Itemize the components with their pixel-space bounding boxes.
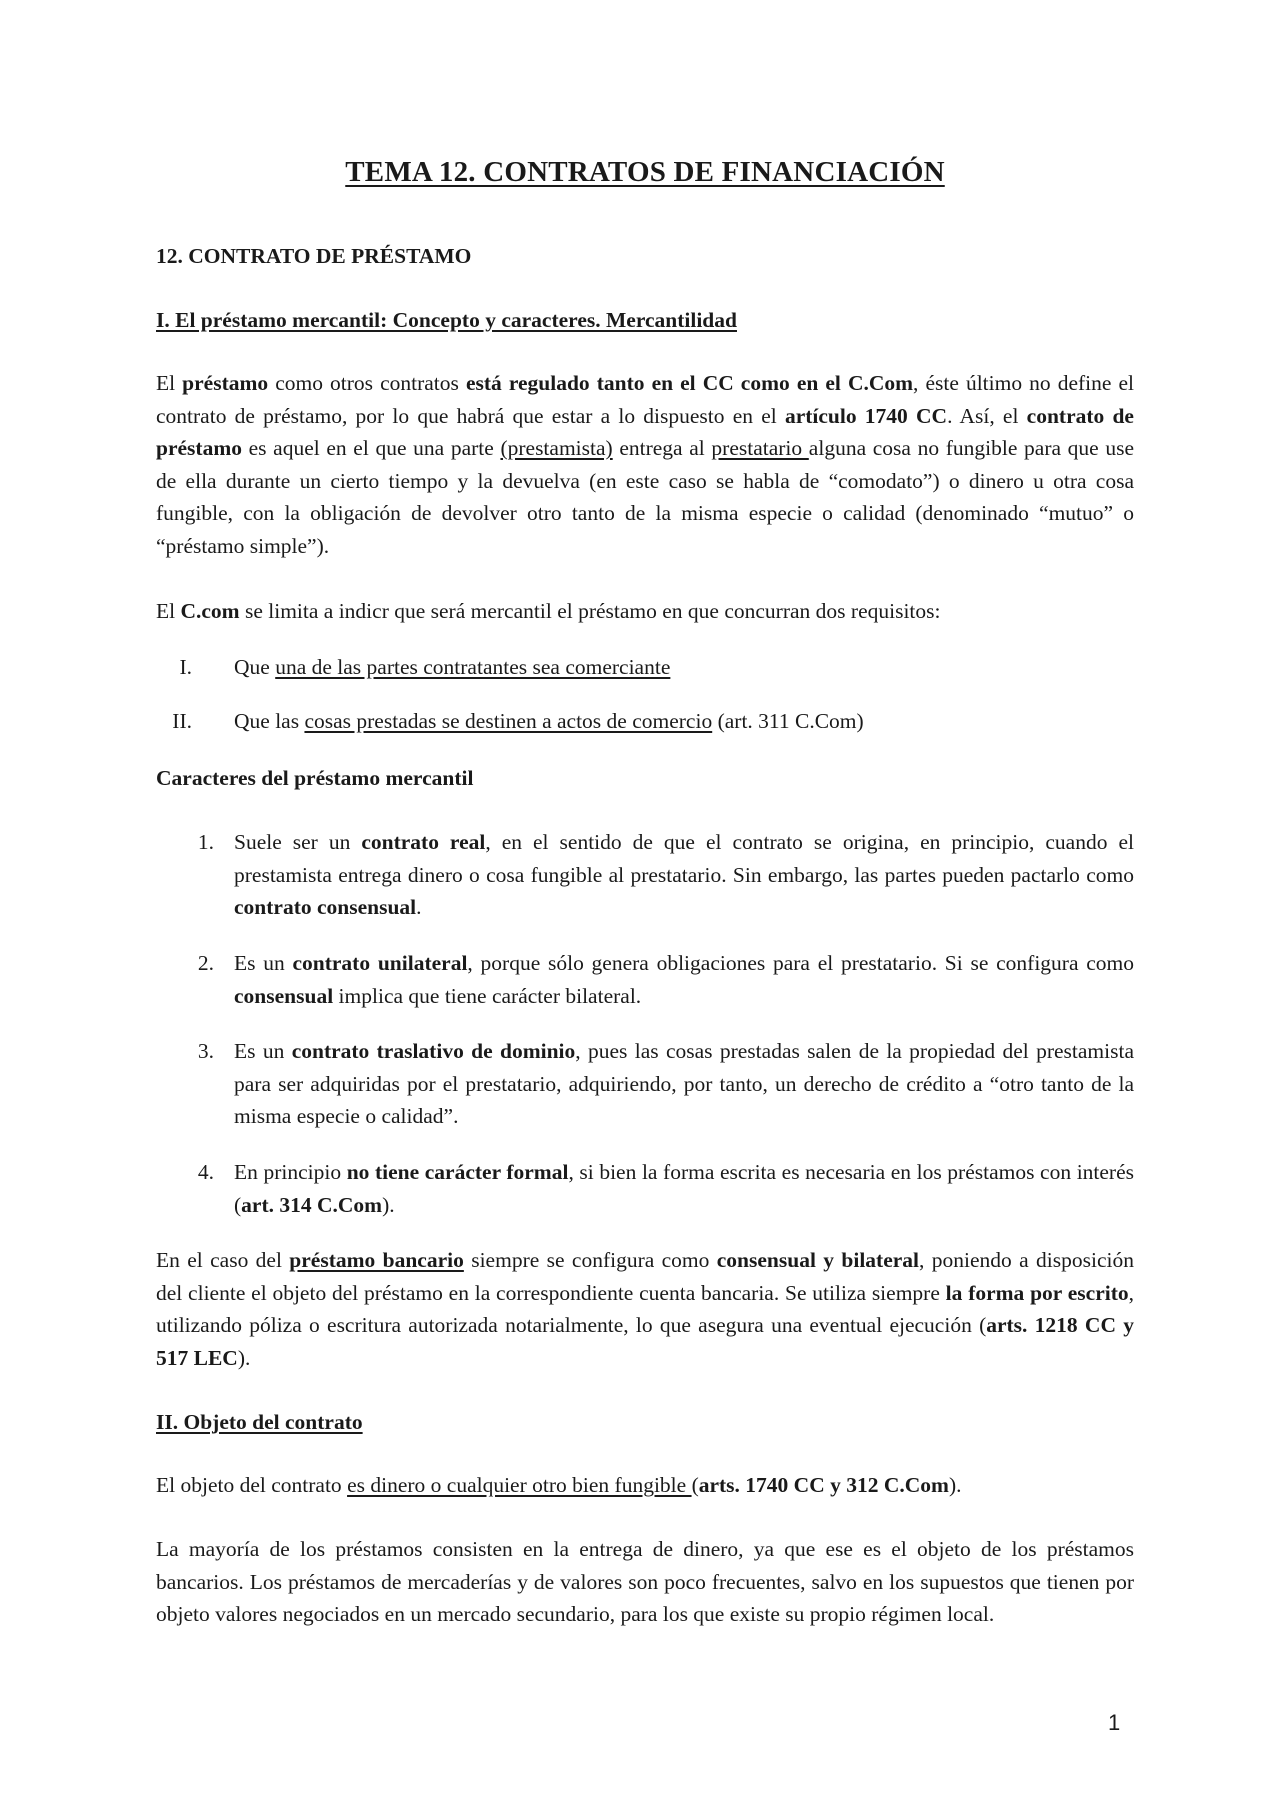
paragraph-objeto: El objeto del contrato es dinero o cualquier otro bien fungible (arts. 1740 CC y 312 C.Com). [156,1473,962,1497]
paragraph-mayoria-prestamos: La mayoría de los préstamos consisten en la entrega de dinero, ya que ese es el objeto de los préstamos bancarios. Los préstamos de mercaderías y de valores son poco frecuentes, salvo en los supuestos que tienen por objeto valores negociados en un mercado secundario, para los que existe su propio régimen local. [156,1537,1134,1626]
page-number: 1 [1108,1710,1121,1735]
document-title: TEMA 12. CONTRATOS DE FINANCIACIÓN [345,156,945,188]
paragraph-prestamo-bancario: En el caso del préstamo bancario siempre se configura como consensual y bilateral, poniendo a disposición del cliente el objeto del préstamo en la correspondiente cuenta bancaria. Se utiliza siempre la forma por escrito, utilizando póliza o escritura autorizada notarialmente, lo que asegura una eventual ejecución (arts. 1218 CC y 517 LEC). [156,1248,1134,1370]
subheading-objeto: II. Objeto del contrato [156,1410,363,1434]
list-item: II. Que las cosas prestadas se destinen a actos de comercio (art. 311 C.Com) [172,709,864,733]
paragraph-requisitos-intro: El C.com se limita a indicr que será mercantil el préstamo en que concurran dos requisitos: [156,599,941,623]
paragraph-definicion: El préstamo como otros contratos está regulado tanto en el CC como en el C.Com, éste último no define el contrato de préstamo, por lo que habrá que estar a lo dispuesto en el artículo 1740 CC. Así, el contrato de préstamo es aquel en el que una parte (prestamista) entrega al prestatario alguna cosa no fungible para que use de ella durante un cierto tiempo y la devuelva (en este caso se habla de “comodato”) o dinero u otra cosa fungible, con la obligación de devolver otro tanto de la misma especie o calidad (denominado “mutuo” o “préstamo simple”). [156,371,1135,558]
list-item: I. Que una de las partes contratantes sea comerciante [179,655,671,679]
section-heading: 12. CONTRATO DE PRÉSTAMO [156,244,472,268]
document-page: TEMA 12. CONTRATOS DE FINANCIACIÓN 12. CONTRATO DE PRÉSTAMO I. El préstamo mercantil: Concepto y caracteres. Mercantilidad El préstamo como otros contratos está regulado tanto en el CC como en el C.Com, éste último no define el contrato de préstamo, por lo que habrá que estar a lo dispuesto en el artículo 1740 CC. Así, el contrato de préstamo es aquel en el que una parte (prestamista) entrega al prestatario alguna cosa no fungible para que use de ella durante un cierto tiempo y la devuelva (en este caso se habla de “comodato”) o dinero u otra cosa fungible, con la obligación de devolver otro tanto de la misma especie o calidad (denominado “mutuo” o “préstamo simple”). El C.com se limita a indicr que será mercantil el préstamo en que concurran dos requisitos: I. Que una de las partes contratantes sea comerciante II. Que las cosas prestadas se destinen a actos de comercio (art. 311 C.Com) Caracteres del préstamo mercantil 1. Suele ser un contrato real, en el sentido de que el contrato se origina, en principio, cuando el prestamista entrega dinero o cosa fungible al prestatario. Sin embargo, las partes pueden pactarlo como contrato consensual. 2. Es un contrato unilateral, porque sólo genera obligaciones para el prestatario. Si se configura como consensual implica que tiene carácter bilateral. 3. Es un contrato traslativo de dominio, pues las cosas prestadas salen de la propiedad del prestamista para ser adquiridas por el prestatario, adquiriendo, por tanto, un derecho de crédito a “otro tanto de la misma especie o calidad”. 4. En principio no tiene carácter formal, si bien la forma escrita es necesaria en los préstamos con interés (art. 314 C.Com). En el caso del préstamo bancario siempre se configura como consensual y bilateral, poniendo a disposición del cliente el objeto del préstamo en la correspondiente cuenta bancaria. Se utiliza siempre la forma por escrito, utilizando póliza o escritura autorizada notarialmente, lo que asegura una eventual ejecución (arts. 1218 CC y 517 LEC). II. Objeto del contrato El objeto del contrato es dinero o cualquier otro bien fungible (arts. 1740 CC y 312 C.Com). La mayoría de los préstamos consisten en la entrega de dinero, ya que ese es el objeto de los préstamos bancarios. Los préstamos de mercaderías y de valores son poco frecuentes, salvo en los supuestos que tienen por objeto valores negociados en un mercado secundario, para los que existe su propio régimen local. 1 [156,156,1135,1735]
subheading-prestamo-mercantil: I. El préstamo mercantil: Concepto y caracteres. Mercantilidad [156,308,737,332]
subheading-caracteres: Caracteres del préstamo mercantil [156,766,474,790]
